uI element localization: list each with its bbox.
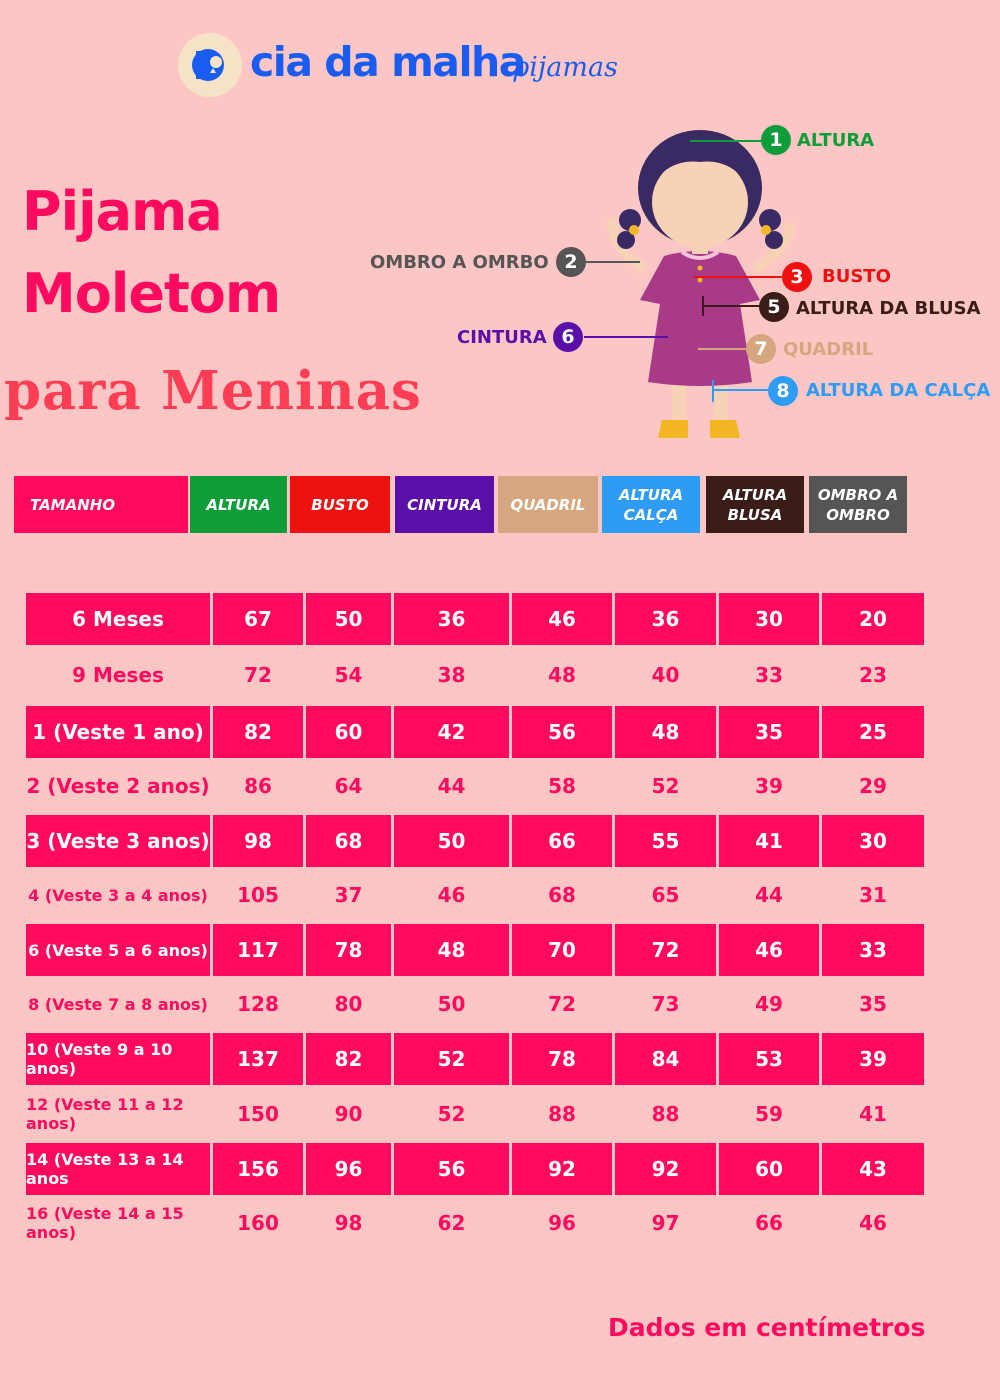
busto-cell: 54 bbox=[334, 663, 363, 687]
table-row bbox=[0, 760, 1000, 812]
quadril-cell: 70 bbox=[512, 924, 612, 976]
ombro-cell: 23 bbox=[859, 663, 887, 687]
size-cell: 16 (Veste 14 a 15 anos) bbox=[26, 1204, 184, 1242]
altura-cell: 105 bbox=[237, 883, 279, 907]
altura-blusa-cell: 39 bbox=[755, 774, 783, 798]
busto-cell: 82 bbox=[306, 1033, 391, 1085]
busto-cell: 50 bbox=[306, 593, 391, 645]
page-title-line2: Moletom bbox=[22, 262, 281, 325]
measure-altura-calca-label: ALTURA DA CALÇA bbox=[806, 380, 991, 401]
size-cell: 6 (Veste 5 a 6 anos) bbox=[26, 924, 210, 976]
altura-cell: 128 bbox=[237, 992, 279, 1016]
measure-altura-blusa-label: ALTURA DA BLUSA bbox=[796, 298, 981, 319]
quadril-cell: 68 bbox=[548, 883, 576, 907]
size-cell: 10 (Veste 9 a 10 anos) bbox=[26, 1033, 210, 1085]
altura-calca-cell: 48 bbox=[615, 706, 716, 758]
table-row bbox=[0, 815, 1000, 867]
measure-busto-label: BUSTO bbox=[822, 266, 891, 287]
ombro-cell: 41 bbox=[859, 1102, 887, 1126]
quadril-cell: 96 bbox=[548, 1211, 576, 1235]
measure-altura-label: ALTURA bbox=[797, 130, 875, 151]
cintura-cell: 36 bbox=[394, 593, 509, 645]
cintura-cell: 44 bbox=[437, 774, 466, 798]
altura-calca-cell: 73 bbox=[651, 992, 680, 1016]
header-busto: BUSTO bbox=[290, 476, 390, 533]
ombro-cell: 31 bbox=[859, 883, 887, 907]
size-cell: 6 Meses bbox=[26, 593, 210, 645]
ombro-cell: 25 bbox=[822, 706, 924, 758]
size-cell: 12 (Veste 11 a 12 anos) bbox=[26, 1095, 184, 1133]
altura-calca-cell: 36 bbox=[615, 593, 716, 645]
header-quadril: QUADRIL bbox=[498, 476, 598, 533]
altura-blusa-cell: 66 bbox=[755, 1211, 783, 1235]
table-row bbox=[0, 869, 1000, 921]
altura-cell: 150 bbox=[237, 1102, 279, 1126]
measure-cintura-label: CINTURA bbox=[457, 327, 547, 348]
measure-ombro-label: OMBRO A OMRBO bbox=[370, 252, 549, 273]
table-row bbox=[0, 593, 1000, 645]
altura-calca-cell: 40 bbox=[651, 663, 680, 687]
cintura-cell: 46 bbox=[437, 883, 466, 907]
size-cell: 1 (Veste 1 ano) bbox=[26, 706, 210, 758]
quadril-cell: 92 bbox=[512, 1143, 612, 1195]
busto-cell: 60 bbox=[306, 706, 391, 758]
table-row bbox=[0, 978, 1000, 1030]
ombro-cell: 43 bbox=[822, 1143, 924, 1195]
measure-1-number: 1 bbox=[761, 125, 791, 155]
altura-cell: 82 bbox=[213, 706, 303, 758]
page-subtitle: para Meninas bbox=[4, 360, 422, 422]
page-title-line1: Pijama bbox=[22, 180, 222, 243]
quadril-cell: 48 bbox=[548, 663, 576, 687]
altura-blusa-cell: 53 bbox=[719, 1033, 819, 1085]
quadril-cell: 58 bbox=[548, 774, 576, 798]
header-altura: ALTURA bbox=[190, 476, 287, 533]
ombro-cell: 39 bbox=[822, 1033, 924, 1085]
size-cell: 8 (Veste 7 a 8 anos) bbox=[28, 994, 208, 1014]
altura-calca-cell: 97 bbox=[651, 1211, 680, 1235]
altura-calca-cell: 88 bbox=[651, 1102, 680, 1126]
altura-blusa-cell: 41 bbox=[719, 815, 819, 867]
measure-8-number: 8 bbox=[768, 376, 798, 406]
quadril-cell: 56 bbox=[512, 706, 612, 758]
quadril-cell: 78 bbox=[512, 1033, 612, 1085]
altura-cell: 67 bbox=[213, 593, 303, 645]
quadril-cell: 72 bbox=[548, 992, 576, 1016]
quadril-cell: 66 bbox=[512, 815, 612, 867]
cintura-cell: 50 bbox=[437, 992, 466, 1016]
header-tamanho: TAMANHO bbox=[14, 476, 188, 533]
altura-calca-cell: 65 bbox=[651, 883, 680, 907]
cintura-cell: 56 bbox=[394, 1143, 509, 1195]
altura-blusa-cell: 59 bbox=[755, 1102, 783, 1126]
table-row bbox=[0, 1197, 1000, 1249]
brand-sub: pijamas bbox=[512, 52, 618, 83]
header-altura-calca: ALTURA CALÇA bbox=[602, 476, 700, 533]
altura-cell: 137 bbox=[213, 1033, 303, 1085]
altura-cell: 72 bbox=[244, 663, 272, 687]
measure-5-number: 5 bbox=[759, 292, 789, 322]
cintura-cell: 42 bbox=[394, 706, 509, 758]
cintura-cell: 52 bbox=[437, 1102, 466, 1126]
cintura-cell: 62 bbox=[437, 1211, 466, 1235]
altura-cell: 156 bbox=[213, 1143, 303, 1195]
altura-calca-cell: 55 bbox=[615, 815, 716, 867]
size-cell: 2 (Veste 2 anos) bbox=[26, 774, 210, 798]
altura-cell: 117 bbox=[213, 924, 303, 976]
altura-blusa-cell: 30 bbox=[719, 593, 819, 645]
busto-cell: 68 bbox=[306, 815, 391, 867]
table-row bbox=[0, 1033, 1000, 1085]
altura-calca-cell: 92 bbox=[615, 1143, 716, 1195]
header-cintura: CINTURA bbox=[395, 476, 494, 533]
cintura-cell: 48 bbox=[394, 924, 509, 976]
busto-cell: 96 bbox=[306, 1143, 391, 1195]
busto-cell: 98 bbox=[334, 1211, 363, 1235]
busto-cell: 64 bbox=[334, 774, 363, 798]
altura-calca-cell: 84 bbox=[615, 1033, 716, 1085]
busto-cell: 80 bbox=[334, 992, 363, 1016]
table-row bbox=[0, 1088, 1000, 1140]
busto-cell: 37 bbox=[334, 883, 363, 907]
measure-7-number: 7 bbox=[746, 334, 776, 364]
table-row bbox=[0, 649, 1000, 701]
altura-cell: 86 bbox=[244, 774, 272, 798]
brand-name: cia da malha bbox=[250, 38, 525, 86]
altura-calca-cell: 72 bbox=[615, 924, 716, 976]
header-ombro: OMBRO A OMBRO bbox=[809, 476, 907, 533]
altura-blusa-cell: 46 bbox=[719, 924, 819, 976]
ombro-cell: 29 bbox=[859, 774, 887, 798]
altura-blusa-cell: 44 bbox=[755, 883, 783, 907]
footer-note: Dados em centímetros bbox=[608, 1313, 926, 1342]
measure-quadril-label: QUADRIL bbox=[783, 339, 874, 360]
ombro-cell: 20 bbox=[822, 593, 924, 645]
ombro-cell: 30 bbox=[822, 815, 924, 867]
altura-cell: 160 bbox=[237, 1211, 279, 1235]
altura-blusa-cell: 33 bbox=[755, 663, 783, 687]
ombro-cell: 35 bbox=[859, 992, 887, 1016]
altura-blusa-cell: 49 bbox=[755, 992, 783, 1016]
quadril-cell: 88 bbox=[548, 1102, 576, 1126]
table-row bbox=[0, 706, 1000, 758]
table-row bbox=[0, 1143, 1000, 1195]
measure-3-number: 3 bbox=[782, 262, 812, 292]
altura-blusa-cell: 35 bbox=[719, 706, 819, 758]
altura-cell: 98 bbox=[213, 815, 303, 867]
size-cell: 4 (Veste 3 a 4 anos) bbox=[28, 885, 208, 905]
size-cell: 9 Meses bbox=[72, 663, 164, 687]
cintura-cell: 52 bbox=[394, 1033, 509, 1085]
size-cell: 14 (Veste 13 a 14 anos bbox=[26, 1143, 210, 1195]
busto-cell: 90 bbox=[334, 1102, 363, 1126]
quadril-cell: 46 bbox=[512, 593, 612, 645]
ombro-cell: 33 bbox=[822, 924, 924, 976]
cintura-cell: 38 bbox=[437, 663, 466, 687]
size-cell: 3 (Veste 3 anos) bbox=[26, 815, 210, 867]
header-altura-blusa: ALTURA BLUSA bbox=[706, 476, 804, 533]
cintura-cell: 50 bbox=[394, 815, 509, 867]
table-row bbox=[0, 924, 1000, 976]
altura-blusa-cell: 60 bbox=[719, 1143, 819, 1195]
altura-calca-cell: 52 bbox=[651, 774, 680, 798]
busto-cell: 78 bbox=[306, 924, 391, 976]
measure-6-number: 6 bbox=[553, 322, 583, 352]
ombro-cell: 46 bbox=[859, 1211, 887, 1235]
measure-2-number: 2 bbox=[556, 247, 586, 277]
